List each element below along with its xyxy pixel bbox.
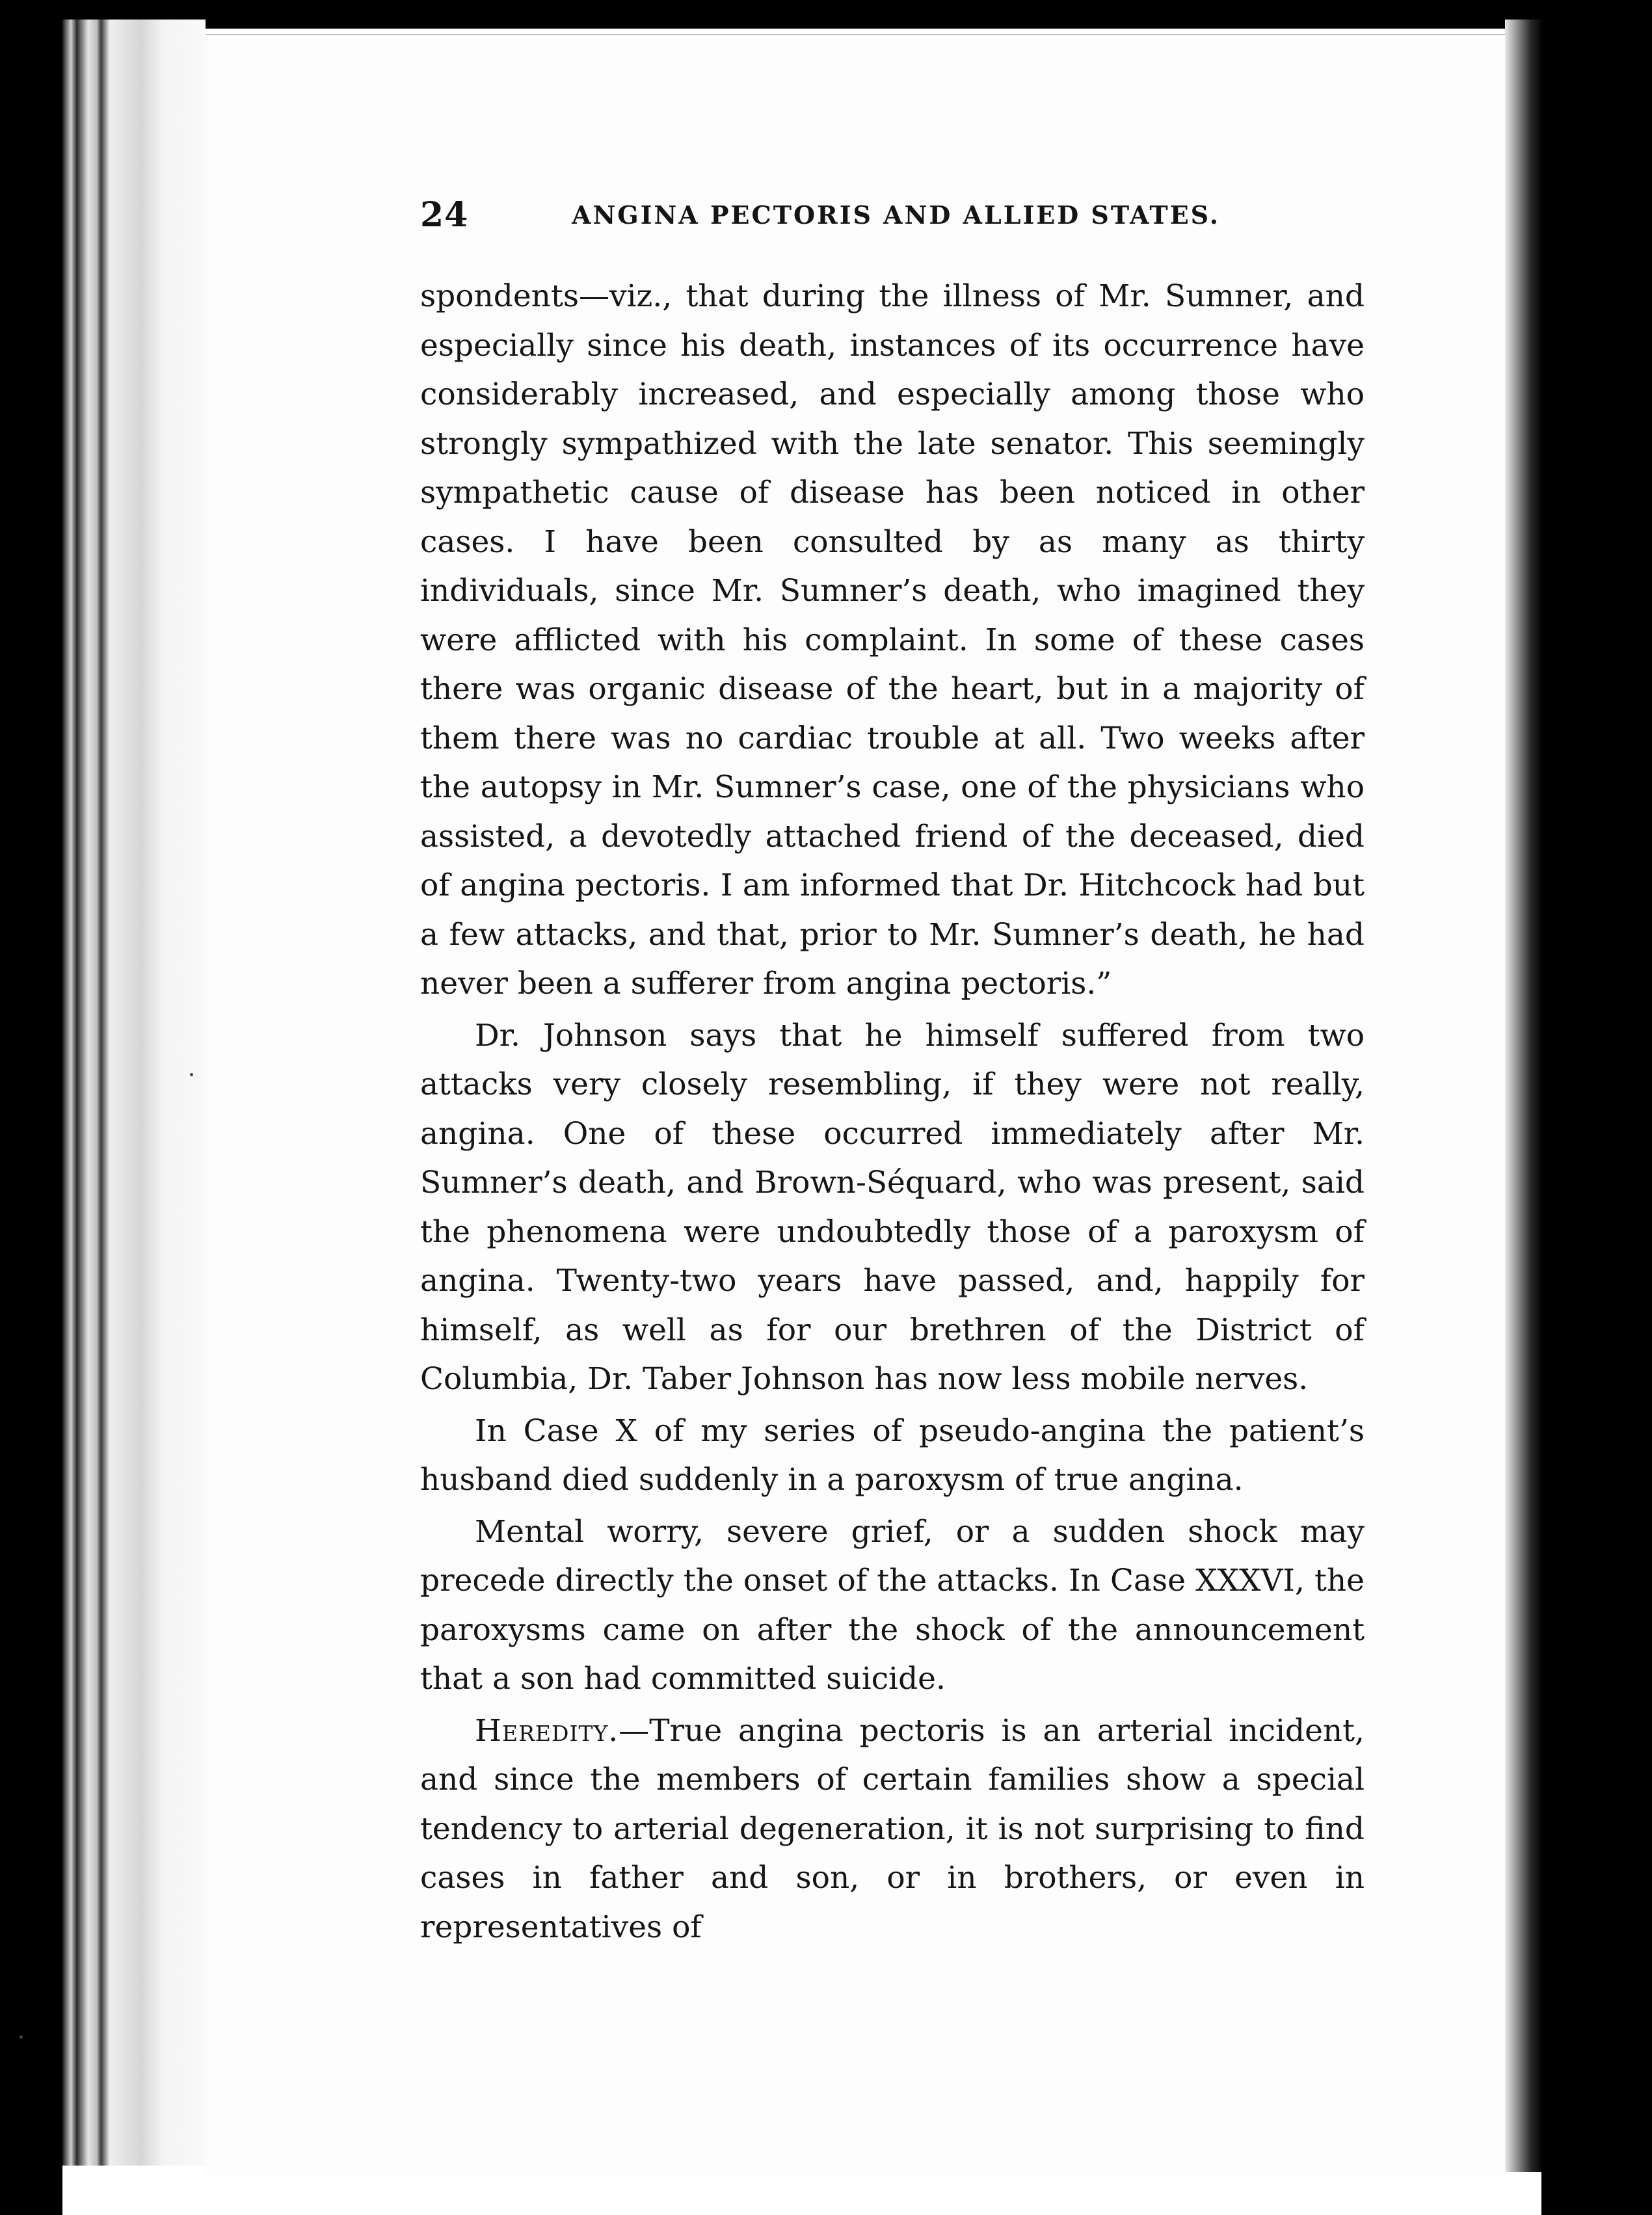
- page-number: 24: [420, 195, 469, 235]
- scan-right-border: [1541, 0, 1652, 2215]
- scan-speck: [20, 2036, 23, 2039]
- paragraph: In Case X of my series of pseudo-angina the patient’s husband died suddenly in a paroxysm of true angina.: [420, 1413, 1365, 1498]
- scan-left-border: [0, 0, 62, 2215]
- paragraph: spondents—viz., that during the illness of Mr. Sumner, and especially since his death, instances of its occurrence have considerably increased, and especially among those who strongly sympathized with the late senator. This seemingly sympathetic cause of disease has been noticed in other cases. I have been consulted by as many as thirty individuals, since Mr. Sumner’s death, who imagined they were afflicted with his complaint. In some of these cases there was organic disease of the heart, but in a majority of them there was no cardiac trouble at all. Two weeks after the autopsy in Mr. Sumner’s case, one of the physicians who assisted, a devotedly attached friend of the deceased, died of angina pectoris. I am informed that Dr. Hitchcock had but a few attacks, and that, prior to Mr. Sumner’s death, he had never been a sufferer from angina pectoris.”: [420, 278, 1365, 1001]
- paragraph: Dr. Johnson says that he himself suffered from two attacks very closely resembling, if they were not really, angina. One of these occurred immediately after Mr. Sumner’s death, and Brown-Séquard, who was present, said the phenomena were undoubtedly those of a paroxysm of angina. Twenty-two years have passed, and, happily for himself, as well as for our brethren of the District of Columbia, Dr. Taber Johnson has now less mobile nerves.: [420, 1017, 1365, 1397]
- running-head: ANGINA PECTORIS AND ALLIED STATES.: [572, 200, 1220, 230]
- paragraph: [420, 1706, 1365, 1952]
- scan-speck: [190, 1073, 193, 1076]
- section-lead-heredity: Heredity.: [475, 1712, 619, 1749]
- page-body: [420, 272, 1365, 1952]
- paragraph-text: —True angina pectoris is an arterial incident, and since the members of certain families show a special tendency to arterial degeneration, it is not surprising to find cases in father and son, or in brothers, or even in representatives of: [420, 1712, 1365, 1945]
- book-binding-left: [62, 20, 206, 2166]
- book-binding-right: [1505, 20, 1541, 2172]
- paragraph: Mental worry, severe grief, or a sudden shock may precede directly the onset of the attacks. In Case XXXVI, the paroxysms came on after the shock of the announcement that a son had committed suicide.: [420, 1513, 1365, 1697]
- scan-top-border: [0, 0, 1652, 29]
- page-header: [420, 195, 1220, 247]
